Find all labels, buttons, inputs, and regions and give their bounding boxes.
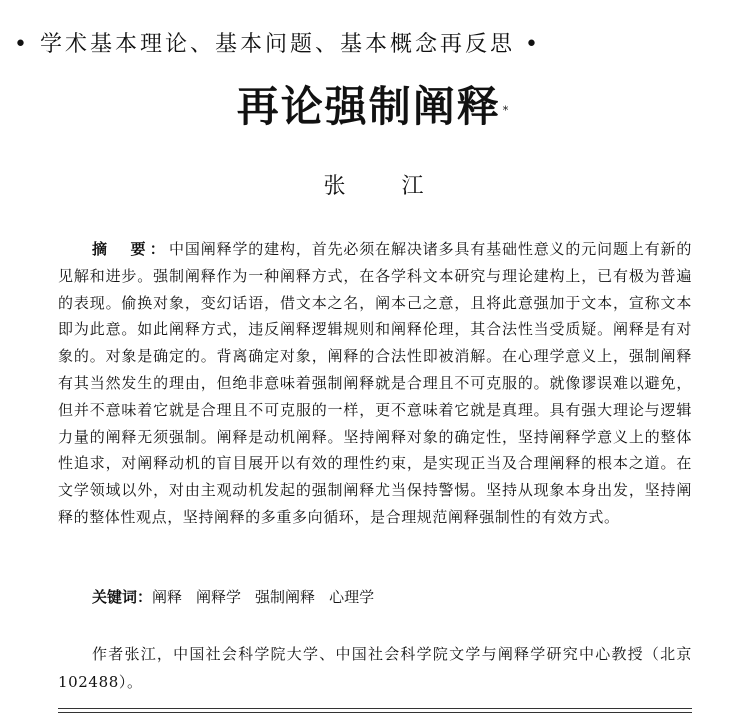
keyword-item: 心理学 bbox=[329, 588, 375, 606]
keyword-item: 强制阐释 bbox=[255, 588, 316, 606]
page-title bbox=[0, 80, 747, 134]
title-text: 再论强制阐释 bbox=[236, 82, 501, 131]
author-name: 张江 bbox=[323, 174, 480, 199]
author-note: 作者张江，中国社会科学院大学、中国社会科学院文学与阐释学研究中心教授（北京 102488）。 bbox=[58, 645, 708, 691]
abstract-text: 中国阐释学的建构，首先必须在解决诸多具有基础性意义的元问题上有新的见解和进步。强制阐释作为一种阐释方式，在各学科文本研究与理论建构上，已有极为普遍的表现。偷换对象，变幻话语，借文本之名，阐本己之意，且将此意强加于文本，宣称文本即为此意。如此阐释方式，违反阐释逻辑规则和阐释伦理，其合法性当受质疑。阐释是有对象的。对象是确定的。背离确定对象，阐释的合法性即被消解。在心理学意义上，强制阐释有其当然发生的理由，但绝非意味着强制阐释就是合理且不可克服的。就像谬误难以避免，但并不意味着它就是合理且不可克服的一样，更不意味着它就是真理。具有强大理论与逻辑力量的阐释无须强制。阐释是动机阐释。坚持阐释对象的确定性，坚持阐释学意义上的整体性追求，对阐释动机的盲目展开以有效的理性约束，是实现正当及合理阐释的根本之道。在文学领域以外，对由主观动机发起的强制阐释尤当保持警惕。坚持从现象本身出发，坚持阐释的整体性观点，坚持阐释的多重多向循环，是合理规范阐释强制性的有效方式。 bbox=[58, 240, 692, 526]
footer-rule-top bbox=[58, 708, 692, 709]
abstract-label: 摘 要： bbox=[92, 240, 170, 258]
keywords bbox=[92, 584, 692, 610]
abstract bbox=[58, 236, 692, 531]
keywords-label: 关键词： bbox=[92, 588, 153, 606]
title-footnote-mark: * bbox=[502, 104, 511, 117]
keyword-item: 阐释学 bbox=[196, 588, 242, 606]
footer-rule-bottom bbox=[58, 712, 692, 713]
keyword-item: 阐释 bbox=[152, 588, 183, 606]
column-header: • 学术基本理论、基本问题、基本概念再反思 • bbox=[14, 32, 541, 57]
